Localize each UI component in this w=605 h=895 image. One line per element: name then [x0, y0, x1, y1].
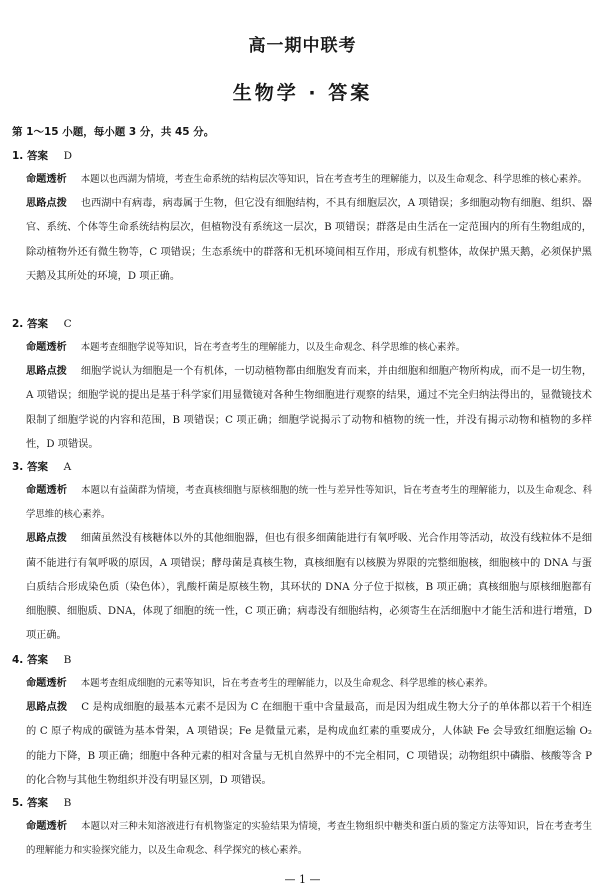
intent-block: [26, 336, 592, 360]
question-4: [12, 652, 592, 793]
answer-label: 答案: [26, 797, 48, 809]
intent-block: [26, 479, 592, 527]
intent-text: 本题以有益菌群为情境，考查真核细胞与原核细胞的统一性与差异性等知识，旨在考查考生的理解能力，以及生命观念、科学思维的核心素养。: [26, 485, 592, 521]
answer-value: B: [63, 797, 72, 809]
answer-value: A: [63, 461, 72, 473]
answer-label: 答案: [26, 654, 48, 666]
intent-block: [26, 168, 592, 192]
intent-label: 命题透析: [26, 342, 67, 353]
question-number: 1.: [12, 150, 24, 162]
intent-block: [26, 672, 592, 696]
hint-block: [26, 696, 592, 793]
question-3: [12, 459, 592, 648]
intent-label: 命题透析: [26, 678, 67, 689]
answer-label: 答案: [26, 318, 48, 330]
question-header: [12, 652, 592, 672]
question-number: 2.: [12, 318, 24, 330]
hint-text: C 是构成细胞的最基本元素不是因为 C 在细胞干重中含量最高，而是因为组成生物大分子的单体都以若干个相连的 C 原子构成的碳链为基本骨架，A 项错误；Fe 是微量元素，是构成血红素的重要成分，人体缺 Fe 会导致红细胞运输 O₂ 的能力下降，B 项正确；细胞中各种元素的相对含量与无机自然界中的不完全相同，C 项错误；动物组织中磷脂、核酸等含 P 的化合物与其他生物组织并没有明显区别，D 项错误。: [26, 702, 592, 786]
question-number: 5.: [12, 797, 24, 809]
hint-label: 思路点拨: [26, 533, 67, 545]
section-intro: 第 1～15 小题，每小题 3 分，共 45 分。: [12, 126, 215, 138]
answer-label: 答案: [26, 150, 48, 162]
answer-label: 答案: [26, 461, 48, 473]
hint-label: 思路点拨: [26, 702, 68, 714]
page-number: — 1 —: [284, 873, 321, 886]
hint-text: 也西湖中有病毒，病毒属于生物，但它没有细胞结构，不具有细胞层次，A 项错误；多细胞动物有细胞、组织、器官、系统、个体等生命系统结构层次，但植物没有系统这一层次，B 项错误；群落是由生活在一定范围内的所有生物组成的，除动植物外还有微生物等，C 项错误；生态系统中的群落和无机环境间相互作用，形成有机整体，故保护黑天鹅，必须保护黑天鹅及其所处的环境，D 项正确。: [26, 198, 593, 282]
question-2: [12, 316, 592, 457]
hint-label: 思路点拨: [26, 366, 67, 378]
question-header: [12, 316, 592, 336]
answer-value: C: [63, 318, 72, 330]
intent-text: 本题以也西湖为情境，考查生命系统的结构层次等知识，旨在考查考生的理解能力，以及生命观念、科学思维的核心素养。: [80, 174, 588, 185]
question-header: [12, 148, 592, 168]
hint-text: 细菌虽然没有核糖体以外的其他细胞器，但也有很多细菌能进行有氧呼吸、光合作用等活动，故没有线粒体不是细菌不能进行有氧呼吸的原因，A 项错误；酵母菌是真核生物，真核细胞有以核膜为界限的完整细胞核，细胞核中的 DNA 与蛋白质结合形成染色质（染色体），乳酸杆菌是原核生物，其环状的 DNA 分子位于拟核，B 项正确；真核细胞与原核细胞都有细胞膜、细胞质、DNA，体现了细胞的统一性，C 项正确；病毒没有细胞结构，必须寄生在活细胞中才能生活和进行增殖，D 项正确。: [26, 533, 593, 642]
subject-title: 生物学 · 答案: [232, 82, 373, 104]
hint-text: 细胞学说认为细胞是一个有机体，一切动植物都由细胞发育而来，并由细胞和细胞产物所构成，而不是一切生物，A 项错误；细胞学说的提出是基于科学家们用显微镜对各种生物细胞进行观察的结果，通过不完全归纳法得出的，显微镜技术限制了细胞学说的内容和范围，B 项错误；C 项正确；细胞学说揭示了动物和植物的统一性，并没有揭示动物和植物的多样性，D 项错误。: [26, 366, 593, 450]
hint-label: 思路点拨: [26, 198, 67, 210]
question-header: [12, 459, 592, 479]
intent-label: 命题透析: [26, 485, 68, 496]
question-1: [12, 148, 592, 289]
intent-block: [26, 815, 592, 863]
hint-block: [26, 192, 592, 289]
question-header: [12, 795, 592, 815]
question-5: [12, 795, 592, 863]
question-number: 4.: [12, 654, 24, 666]
answer-value: B: [63, 654, 72, 666]
answer-value: D: [63, 150, 73, 162]
intent-label: 命题透析: [26, 821, 68, 832]
exam-title: 高一期中联考: [248, 36, 357, 56]
intent-text: 本题考查组成细胞的元素等知识，旨在考查考生的理解能力，以及生命观念、科学思维的核心素养。: [80, 678, 494, 689]
question-number: 3.: [12, 461, 24, 473]
intent-text: 本题以对三种未知溶液进行有机物鉴定的实验结果为情境，考查生物组织中糖类和蛋白质的鉴定方法等知识，旨在考查考生的理解能力和实验探究能力，以及生命观念、科学探究的核心素养。: [26, 821, 592, 857]
hint-block: [26, 527, 592, 648]
intent-text: 本题考查细胞学说等知识，旨在考查考生的理解能力，以及生命观念、科学思维的核心素养。: [80, 342, 466, 353]
intent-label: 命题透析: [26, 174, 67, 185]
hint-block: [26, 360, 592, 457]
